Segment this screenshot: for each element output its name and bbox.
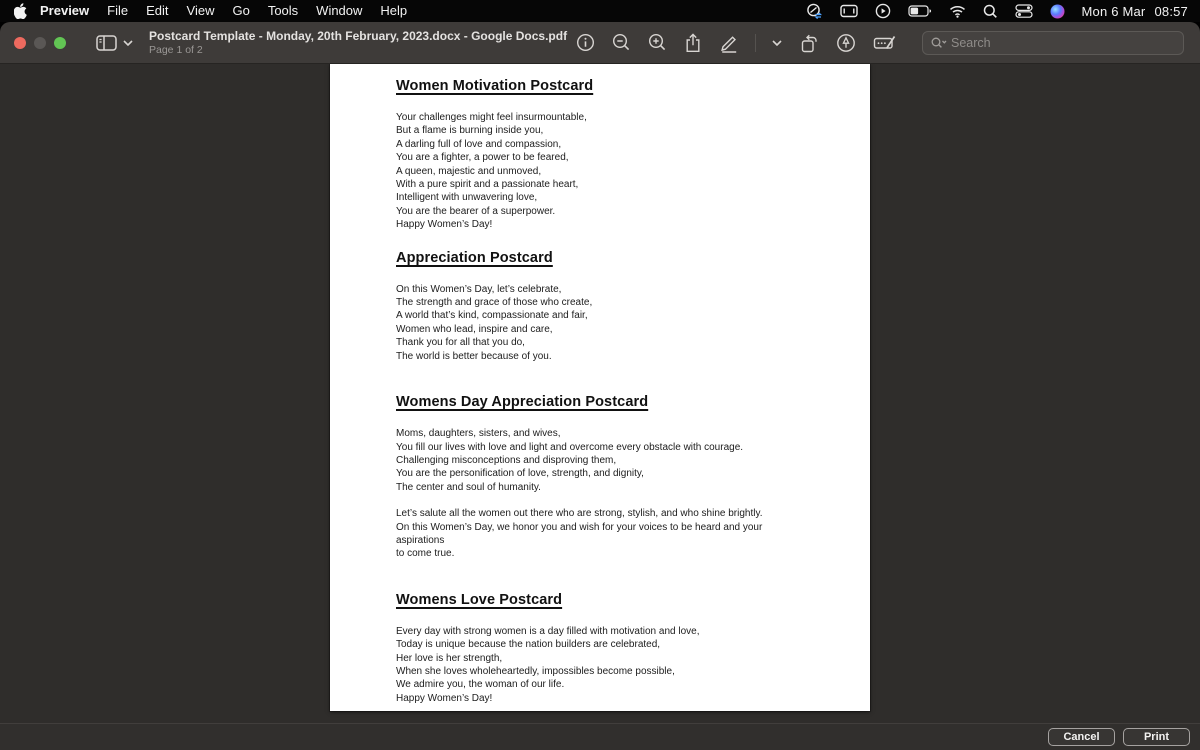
apple-menu-icon[interactable] bbox=[14, 3, 27, 19]
menu-bar bbox=[0, 0, 1200, 22]
info-icon bbox=[576, 33, 595, 52]
toolbar-tools bbox=[574, 31, 1200, 55]
print-button[interactable]: Print bbox=[1123, 728, 1190, 746]
info-button[interactable] bbox=[574, 31, 597, 54]
menu-help[interactable]: Help bbox=[380, 3, 408, 18]
toolbar-divider bbox=[755, 34, 756, 52]
doc-paragraph: Your challenges might feel insurmountable, But a flame is burning inside you, A darling full of love and compassion, You are a fighter, a power to be feared, A queen, majestic and unmoved, With a pure spirit and a passionate heart, Intelligent with unwavering love, You are the bearer of a superpower. Happy Women’s Day! bbox=[396, 112, 587, 231]
menu-view[interactable]: View bbox=[186, 3, 215, 18]
form-fill-icon bbox=[873, 33, 897, 53]
window-toolbar bbox=[0, 22, 1200, 64]
zoom-out-button[interactable] bbox=[610, 31, 633, 54]
window-title: Postcard Template - Monday, 20th February, 2023.docx - Google Docs.pdf bbox=[149, 29, 568, 43]
spotlight-icon[interactable] bbox=[983, 4, 998, 19]
menu-edit[interactable]: Edit bbox=[146, 3, 169, 18]
markup-pencil-icon bbox=[719, 33, 739, 53]
play-circle-icon[interactable] bbox=[875, 3, 891, 19]
rotate-icon bbox=[799, 33, 819, 53]
markup-button[interactable] bbox=[717, 31, 741, 55]
menu-preview[interactable]: Preview bbox=[40, 3, 90, 18]
page-indicator: Page 1 of 2 bbox=[149, 44, 203, 56]
menu-window[interactable]: Window bbox=[316, 3, 363, 18]
menu-clock[interactable] bbox=[1082, 4, 1188, 19]
menu-status-area bbox=[806, 3, 1188, 19]
menu-go[interactable]: Go bbox=[232, 3, 250, 18]
doc-heading: Women Motivation Postcard bbox=[396, 78, 594, 94]
share-icon bbox=[684, 33, 702, 53]
wifi-icon[interactable] bbox=[949, 5, 966, 18]
doc-paragraph: Every day with strong women is a day filled with motivation and love, Today is unique because the nation builders are celebrated, Her love is her strength, When she loves wholeheartedly, impossibles become possible, We admire you, the woman of our life. Happy Women’s Day! bbox=[396, 625, 700, 704]
sign-button[interactable] bbox=[834, 31, 858, 55]
print-dialog-footer bbox=[0, 723, 1200, 750]
zoom-button[interactable] bbox=[54, 37, 66, 49]
chevron-down-icon bbox=[123, 40, 133, 46]
doc-section bbox=[396, 77, 786, 232]
battery-icon[interactable] bbox=[908, 5, 932, 17]
doc-paragraph: On this Women’s Day, let’s celebrate, The strength and grace of those who create, A world that’s kind, compassionate and fair, Women who lead, inspire and care, Thank you for all that you do, The world is better because of you. bbox=[396, 283, 593, 362]
form-fill-button[interactable] bbox=[871, 31, 899, 55]
traffic-lights bbox=[14, 37, 66, 49]
menu-date: Mon 6 Mar bbox=[1081, 3, 1146, 19]
search-icon bbox=[931, 37, 947, 49]
menu-time: 08:57 bbox=[1154, 3, 1188, 19]
search-input[interactable] bbox=[951, 36, 1175, 50]
menu-file[interactable]: File bbox=[107, 3, 129, 18]
zoom-in-button[interactable] bbox=[646, 31, 669, 54]
rotate-button[interactable] bbox=[797, 31, 821, 55]
zoom-out-icon bbox=[612, 33, 631, 52]
doc-heading: Womens Day Appreciation Postcard bbox=[396, 394, 649, 411]
sync-icon[interactable] bbox=[806, 3, 823, 19]
menu-tools[interactable]: Tools bbox=[267, 3, 299, 18]
doc-section bbox=[396, 393, 786, 561]
share-button[interactable] bbox=[682, 31, 704, 55]
preview-window bbox=[0, 22, 1200, 750]
sidebar-icon bbox=[96, 35, 117, 51]
close-button[interactable] bbox=[14, 37, 26, 49]
document-area[interactable] bbox=[0, 64, 1200, 723]
siri-icon[interactable] bbox=[1050, 4, 1065, 19]
search-field[interactable] bbox=[922, 31, 1184, 55]
document-page bbox=[330, 64, 870, 711]
sidebar-toggle-button[interactable] bbox=[92, 31, 137, 55]
markup-chevron-icon bbox=[772, 40, 782, 46]
sign-icon bbox=[836, 33, 856, 53]
minimize-button-disabled bbox=[34, 37, 46, 49]
doc-paragraph: Moms, daughters, sisters, and wives, You fill our lives with love and light and overcome every obstacle with courage. Challenging misconceptions and disproving them, You are the personification of love, strength, and dignity, The center and soul of humanity. bbox=[396, 428, 744, 493]
cancel-button[interactable]: Cancel bbox=[1048, 728, 1115, 746]
doc-section bbox=[396, 249, 786, 363]
zoom-in-icon bbox=[648, 33, 667, 52]
doc-paragraph: Let’s salute all the women out there who are strong, stylish, and who shine brightly. On this Women’s Day, we honor you and wish for your voices to be heard and your aspirations to come true. bbox=[396, 508, 763, 560]
menu-items bbox=[31, 0, 416, 22]
screen-mirroring-icon[interactable] bbox=[840, 4, 858, 18]
doc-section bbox=[396, 591, 786, 705]
doc-heading: Womens Love Postcard bbox=[396, 591, 563, 608]
markup-dropdown-button[interactable] bbox=[770, 38, 784, 48]
doc-heading: Appreciation Postcard bbox=[396, 249, 553, 266]
control-center-icon[interactable] bbox=[1015, 4, 1033, 18]
